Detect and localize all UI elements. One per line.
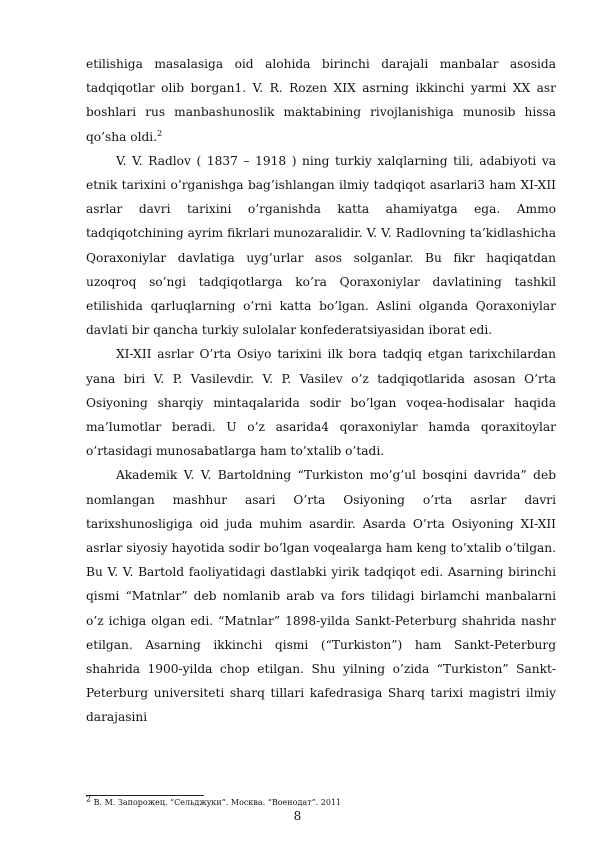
document-body: [86, 52, 556, 730]
footnote-ref-2: 2: [157, 128, 163, 138]
page-number: 8: [293, 809, 302, 823]
paragraph-1: [86, 52, 556, 149]
paragraph-1-text: etilishiga masalasiga oid alohida birinchi darajali manbalar asosida tadqiqotlar olib borgan1. V. R. Rozen XIX asrning ikkinchi yarmi XX asr boshlari rus manbashunoslik maktabining rivojlanishiga munosib hissa qo’sha oldi.: [86, 57, 556, 144]
footnote-divider: [86, 795, 204, 796]
footnote-text: В. М. Запорожец. “Сельджуки”. Москва. “Военодат”. 2011: [91, 798, 342, 807]
footnote-marker: 2: [86, 794, 92, 804]
paragraph-3: XI-XII asrlar O’rta Osiyo tarixini ilk bora tadqiq etgan tarixchilardan yana biri V. P. Vasilevdir. V. P. Vasilev o’z tadqiqotlarida asosan O’rta Osiyoning sharqiy mintaqalarida sodir bo’lgan voqea-hodisalar haqida ma’lumotlar beradi. U o’z asarida4 qoraxoniylar hamda qoraxitoylar o’rtasidagi munosabatlarga ham to’xtalib o’tadi.: [86, 347, 556, 459]
paragraph-4: Akademik V. V. Bartoldning “Turkiston mo’g’ul bosqini davrida” deb nomlangan mashhur asari O’rta Osiyoning o’rta asrlar davri tarixshunosligiga oid juda muhim asardir. Asarda O’rta Osiyoning XI-XII asrlar siyosiy hayotida sodir bo’lgan voqealarga ham keng to’xtalib o’tilgan. Bu V. V. Bartold faoliyatidagi dastlabki yirik tadqiqot edi. Asarning birinchi qismi “Matnlar” deb nomlanib arab va fors tilidagi birlamchi manbalarni o’z ichiga olgan edi. “Matnlar” 1898-yilda Sankt-Peterburg shahrida nashr etilgan. Asarning ikkinchi qismi (“Turkiston”) ham Sankt-Peterburg shahrida 1900-yilda chop etilgan. Shu yilning o’zida “Turkiston” Sankt-Peterburg universiteti sharq tillari kafedrasiga Sharq tarixi magistri ilmiy darajasini: [86, 468, 556, 725]
paragraph-2: V. V. Radlov ( 1837 – 1918 ) ning turkiy xalqlarning tili, adabiyoti va etnik tarixini o’rganishga bag’ishlangan ilmiy tadqiqot asarlari3 ham XI-XII asrlar davri tarixini o’rganishda katta ahamiyatga ega. Ammo tadqiqotchining ayrim fikrlari munozaralidir. V. V. Radlovning ta’kidlashicha Qoraxoniylar davlatiga uyg’urlar asos solganlar. Bu fikr haqiqatdan uzoqroq so’ngi tadqiqotlarga ko’ra Qoraxoniylar davlatining tashkil etilishida qarluqlarning o’rni katta bo’lgan. Aslini olganda Qoraxoniylar davlati bir qancha turkiy sulolalar konfederatsiyasidan iborat edi.: [86, 153, 556, 338]
footnote: [86, 794, 556, 808]
